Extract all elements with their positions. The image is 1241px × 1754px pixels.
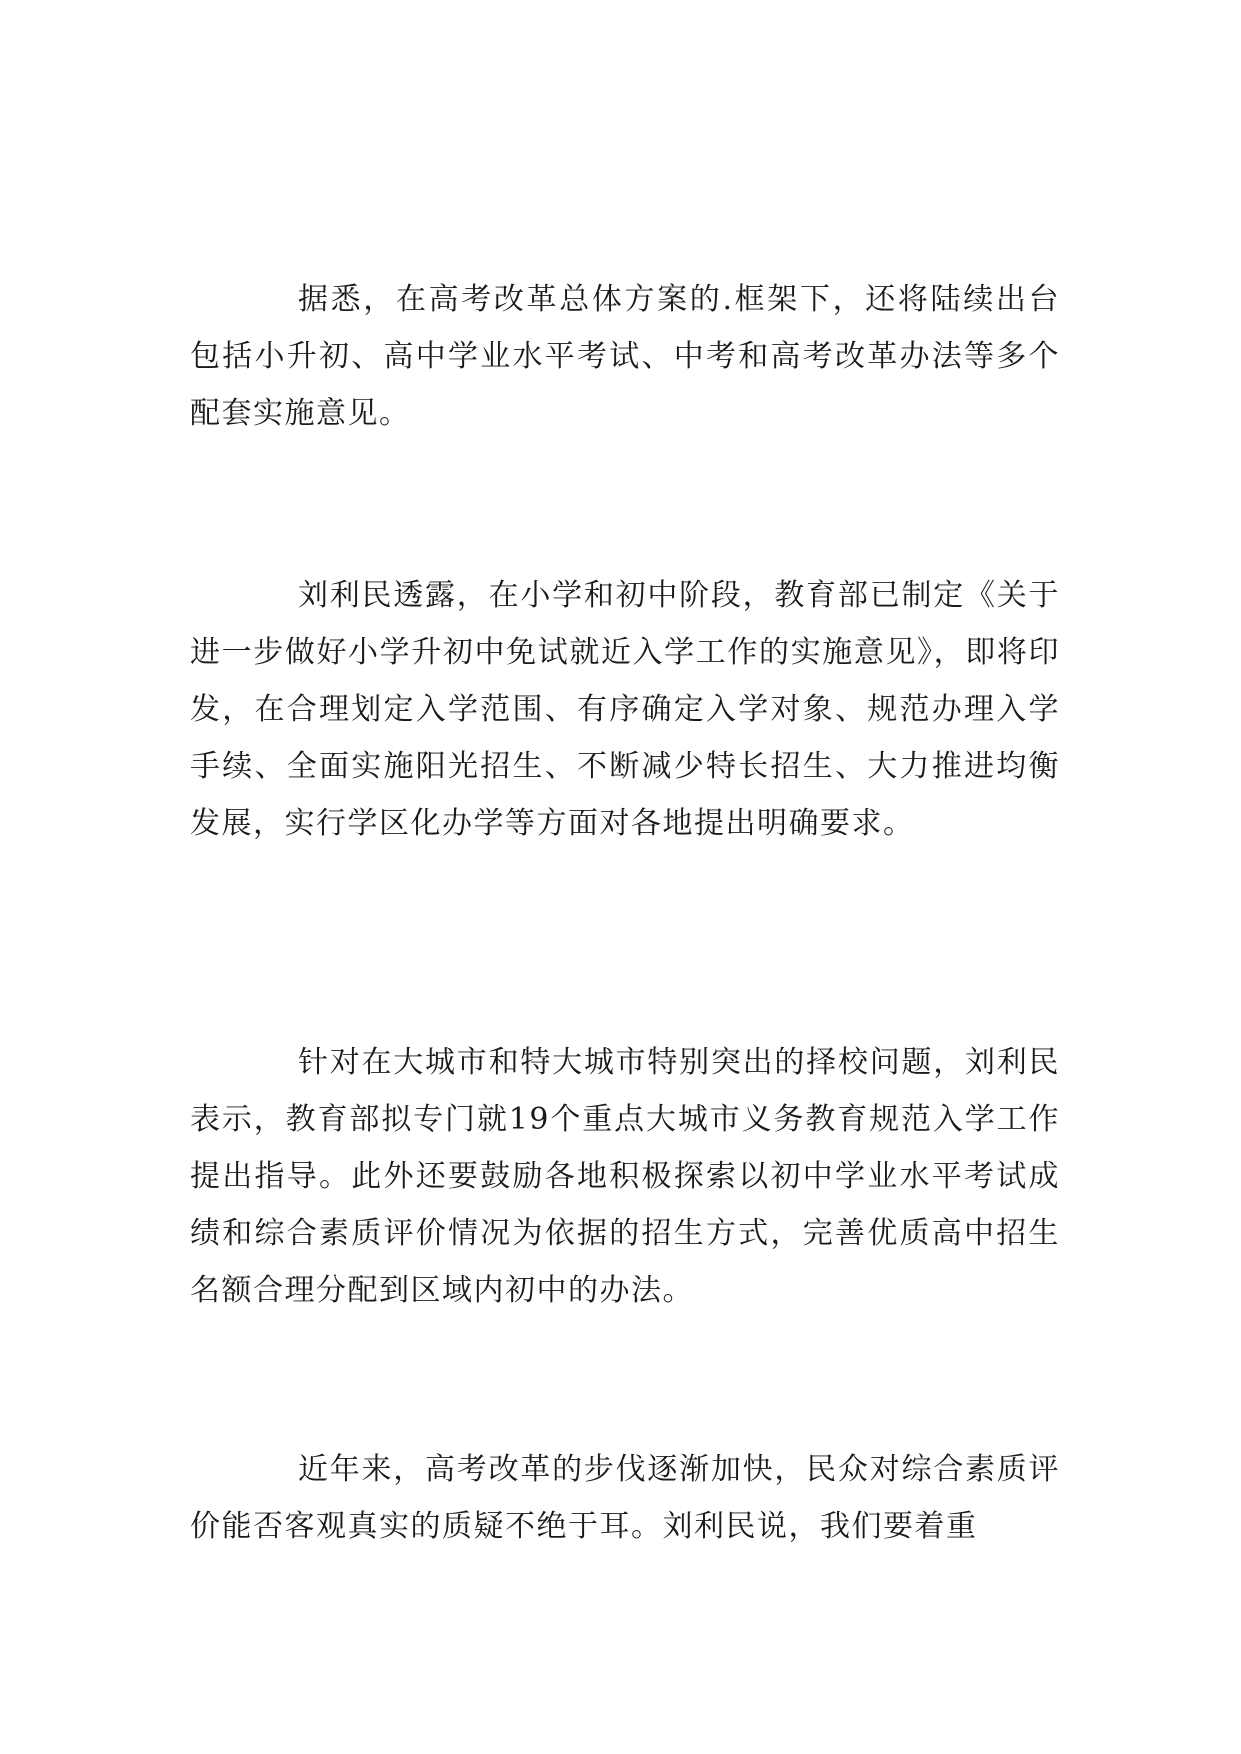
paragraph-1: 据悉，在高考改革总体方案的.框架下，还将陆续出台包括小升初、高中学业水平考试、中考和高考改革办法等多个配套实施意见。 bbox=[190, 282, 1060, 431]
paragraph-4: 近年来，高考改革的步伐逐渐加快，民众对综合素质评价能否客观真实的质疑不绝于耳。刘利民说，我们要着重 bbox=[190, 1452, 1060, 1544]
paragraph-3: 针对在大城市和特大城市特别突出的择校问题，刘利民表示，教育部拟专门就19个重点大城市义务教育规范入学工作提出指导。此外还要鼓励各地积极探索以初中学业水平考试成绩和综合素质评价情况为依据的招生方式，完善优质高中招生名额合理分配到区域内初中的办法。 bbox=[190, 1045, 1060, 1308]
paragraph-2: 刘利民透露，在小学和初中阶段，教育部已制定《关于进一步做好小学升初中免试就近入学工作的实施意见》，即将印发，在合理划定入学范围、有序确定入学对象、规范办理入学手续、全面实施阳光招生、不断减少特长招生、大力推进均衡发展，实行学区化办学等方面对各地提出明确要求。 bbox=[190, 578, 1060, 841]
